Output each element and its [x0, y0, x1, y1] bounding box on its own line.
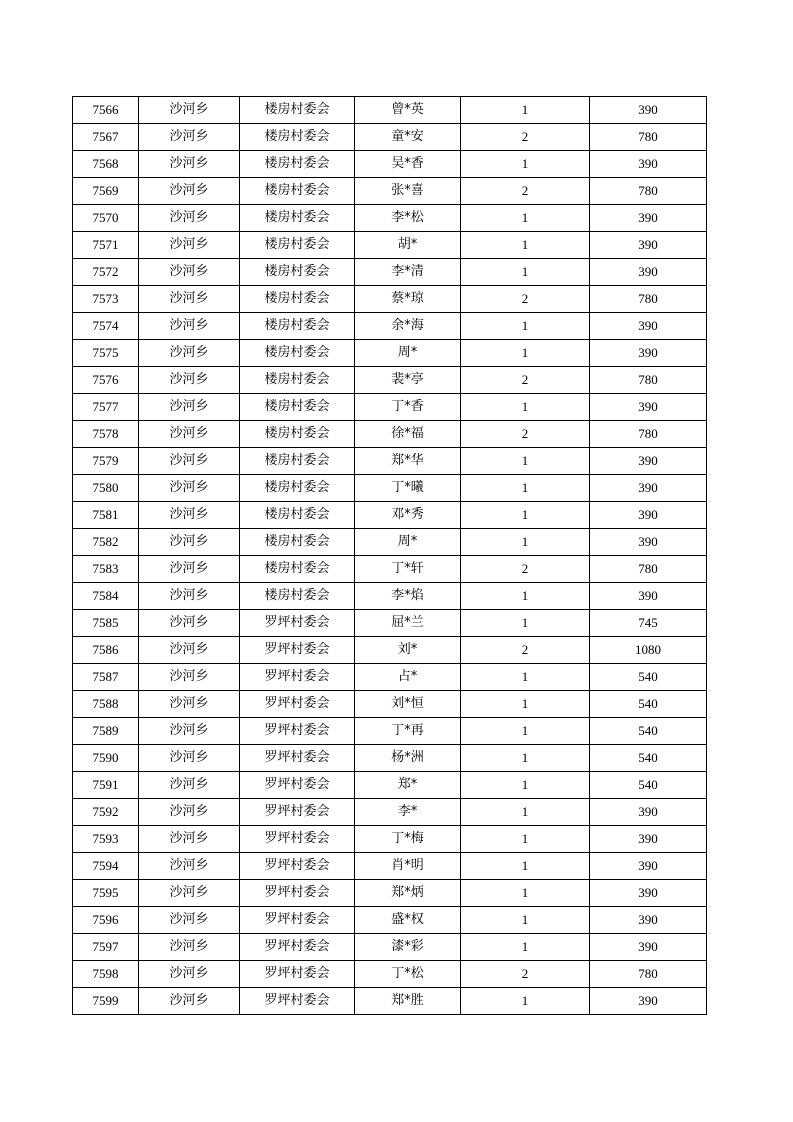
row-number-cell: 7582 [73, 529, 139, 556]
village-committee-cell: 楼房村委会 [240, 556, 355, 583]
township-cell: 沙河乡 [139, 583, 240, 610]
township-cell: 沙河乡 [139, 232, 240, 259]
amount-cell: 390 [590, 880, 707, 907]
row-number-cell: 7577 [73, 394, 139, 421]
amount-cell: 1080 [590, 637, 707, 664]
row-number-cell: 7594 [73, 853, 139, 880]
village-committee-cell: 楼房村委会 [240, 475, 355, 502]
amount-cell: 780 [590, 556, 707, 583]
amount-cell: 390 [590, 205, 707, 232]
row-number-cell: 7584 [73, 583, 139, 610]
row-number-cell: 7568 [73, 151, 139, 178]
row-number-cell: 7596 [73, 907, 139, 934]
person-name-cell: 吴*香 [355, 151, 461, 178]
village-committee-cell: 楼房村委会 [240, 151, 355, 178]
village-committee-cell: 楼房村委会 [240, 448, 355, 475]
table-row [73, 583, 707, 610]
village-committee-cell: 罗坪村委会 [240, 799, 355, 826]
person-name-cell: 刘* [355, 637, 461, 664]
table-row [73, 124, 707, 151]
row-number-cell: 7597 [73, 934, 139, 961]
table-row [73, 907, 707, 934]
person-name-cell: 肖*明 [355, 853, 461, 880]
amount-cell: 780 [590, 178, 707, 205]
table-row [73, 340, 707, 367]
count-cell: 1 [461, 502, 590, 529]
table-row [73, 259, 707, 286]
village-committee-cell: 罗坪村委会 [240, 961, 355, 988]
amount-cell: 390 [590, 97, 707, 124]
township-cell: 沙河乡 [139, 691, 240, 718]
village-committee-cell: 楼房村委会 [240, 124, 355, 151]
count-cell: 2 [461, 178, 590, 205]
table-row [73, 718, 707, 745]
count-cell: 2 [461, 286, 590, 313]
row-number-cell: 7593 [73, 826, 139, 853]
village-committee-cell: 罗坪村委会 [240, 853, 355, 880]
count-cell: 1 [461, 475, 590, 502]
amount-cell: 390 [590, 799, 707, 826]
count-cell: 1 [461, 313, 590, 340]
row-number-cell: 7581 [73, 502, 139, 529]
row-number-cell: 7585 [73, 610, 139, 637]
amount-cell: 390 [590, 340, 707, 367]
amount-cell: 780 [590, 286, 707, 313]
count-cell: 1 [461, 151, 590, 178]
person-name-cell: 刘*恒 [355, 691, 461, 718]
person-name-cell: 屈*兰 [355, 610, 461, 637]
person-name-cell: 李*焰 [355, 583, 461, 610]
village-committee-cell: 罗坪村委会 [240, 664, 355, 691]
count-cell: 2 [461, 124, 590, 151]
amount-cell: 390 [590, 259, 707, 286]
person-name-cell: 丁*轩 [355, 556, 461, 583]
township-cell: 沙河乡 [139, 286, 240, 313]
township-cell: 沙河乡 [139, 934, 240, 961]
count-cell: 1 [461, 718, 590, 745]
amount-cell: 390 [590, 853, 707, 880]
row-number-cell: 7583 [73, 556, 139, 583]
count-cell: 1 [461, 259, 590, 286]
amount-cell: 390 [590, 583, 707, 610]
person-name-cell: 丁*香 [355, 394, 461, 421]
count-cell: 1 [461, 394, 590, 421]
table-row [73, 556, 707, 583]
count-cell: 1 [461, 880, 590, 907]
count-cell: 1 [461, 232, 590, 259]
row-number-cell: 7586 [73, 637, 139, 664]
count-cell: 1 [461, 826, 590, 853]
person-name-cell: 胡* [355, 232, 461, 259]
row-number-cell: 7575 [73, 340, 139, 367]
village-committee-cell: 楼房村委会 [240, 313, 355, 340]
township-cell: 沙河乡 [139, 340, 240, 367]
amount-cell: 390 [590, 313, 707, 340]
count-cell: 2 [461, 367, 590, 394]
person-name-cell: 郑*炳 [355, 880, 461, 907]
table-row [73, 988, 707, 1015]
person-name-cell: 李*清 [355, 259, 461, 286]
village-committee-cell: 罗坪村委会 [240, 610, 355, 637]
township-cell: 沙河乡 [139, 502, 240, 529]
village-committee-cell: 楼房村委会 [240, 529, 355, 556]
village-committee-cell: 罗坪村委会 [240, 637, 355, 664]
amount-cell: 540 [590, 718, 707, 745]
village-committee-cell: 楼房村委会 [240, 286, 355, 313]
township-cell: 沙河乡 [139, 637, 240, 664]
township-cell: 沙河乡 [139, 97, 240, 124]
count-cell: 2 [461, 556, 590, 583]
table-row [73, 502, 707, 529]
township-cell: 沙河乡 [139, 556, 240, 583]
amount-cell: 745 [590, 610, 707, 637]
row-number-cell: 7574 [73, 313, 139, 340]
table-row [73, 394, 707, 421]
village-committee-cell: 楼房村委会 [240, 340, 355, 367]
table-row [73, 772, 707, 799]
row-number-cell: 7589 [73, 718, 139, 745]
village-committee-cell: 楼房村委会 [240, 394, 355, 421]
township-cell: 沙河乡 [139, 205, 240, 232]
village-committee-cell: 楼房村委会 [240, 421, 355, 448]
table-row [73, 610, 707, 637]
table-row [73, 313, 707, 340]
village-committee-cell: 罗坪村委会 [240, 988, 355, 1015]
amount-cell: 780 [590, 421, 707, 448]
village-committee-cell: 楼房村委会 [240, 259, 355, 286]
village-committee-cell: 楼房村委会 [240, 205, 355, 232]
village-committee-cell: 楼房村委会 [240, 583, 355, 610]
amount-cell: 780 [590, 124, 707, 151]
table-row [73, 367, 707, 394]
village-committee-cell: 罗坪村委会 [240, 907, 355, 934]
count-cell: 1 [461, 934, 590, 961]
person-name-cell: 李* [355, 799, 461, 826]
township-cell: 沙河乡 [139, 664, 240, 691]
count-cell: 1 [461, 664, 590, 691]
table-row [73, 529, 707, 556]
township-cell: 沙河乡 [139, 475, 240, 502]
village-committee-cell: 楼房村委会 [240, 232, 355, 259]
table-row [73, 934, 707, 961]
village-committee-cell: 罗坪村委会 [240, 826, 355, 853]
table-row [73, 691, 707, 718]
person-name-cell: 郑*胜 [355, 988, 461, 1015]
village-committee-cell: 罗坪村委会 [240, 718, 355, 745]
count-cell: 1 [461, 691, 590, 718]
township-cell: 沙河乡 [139, 421, 240, 448]
table-row [73, 421, 707, 448]
village-committee-cell: 楼房村委会 [240, 97, 355, 124]
table-row [73, 961, 707, 988]
person-name-cell: 丁*曦 [355, 475, 461, 502]
township-cell: 沙河乡 [139, 394, 240, 421]
amount-cell: 390 [590, 907, 707, 934]
person-name-cell: 蔡*琼 [355, 286, 461, 313]
table-row [73, 232, 707, 259]
row-number-cell: 7567 [73, 124, 139, 151]
township-cell: 沙河乡 [139, 961, 240, 988]
row-number-cell: 7595 [73, 880, 139, 907]
table-row [73, 880, 707, 907]
amount-cell: 540 [590, 691, 707, 718]
table-row [73, 151, 707, 178]
township-cell: 沙河乡 [139, 745, 240, 772]
table-row [73, 826, 707, 853]
amount-cell: 390 [590, 934, 707, 961]
person-name-cell: 张*喜 [355, 178, 461, 205]
count-cell: 2 [461, 637, 590, 664]
table-row [73, 475, 707, 502]
township-cell: 沙河乡 [139, 772, 240, 799]
village-committee-cell: 罗坪村委会 [240, 772, 355, 799]
count-cell: 1 [461, 583, 590, 610]
table-row [73, 745, 707, 772]
row-number-cell: 7573 [73, 286, 139, 313]
count-cell: 1 [461, 907, 590, 934]
person-name-cell: 丁*梅 [355, 826, 461, 853]
row-number-cell: 7587 [73, 664, 139, 691]
person-name-cell: 郑* [355, 772, 461, 799]
table-row [73, 853, 707, 880]
amount-cell: 540 [590, 664, 707, 691]
count-cell: 1 [461, 988, 590, 1015]
amount-cell: 390 [590, 394, 707, 421]
amount-cell: 780 [590, 367, 707, 394]
row-number-cell: 7576 [73, 367, 139, 394]
count-cell: 2 [461, 421, 590, 448]
township-cell: 沙河乡 [139, 259, 240, 286]
person-name-cell: 曾*英 [355, 97, 461, 124]
amount-cell: 390 [590, 529, 707, 556]
row-number-cell: 7580 [73, 475, 139, 502]
village-committee-cell: 罗坪村委会 [240, 934, 355, 961]
township-cell: 沙河乡 [139, 907, 240, 934]
person-name-cell: 周* [355, 340, 461, 367]
count-cell: 1 [461, 772, 590, 799]
table-body [73, 97, 707, 1015]
amount-cell: 390 [590, 502, 707, 529]
count-cell: 1 [461, 799, 590, 826]
table-row [73, 97, 707, 124]
count-cell: 1 [461, 853, 590, 880]
row-number-cell: 7598 [73, 961, 139, 988]
township-cell: 沙河乡 [139, 124, 240, 151]
table-row [73, 637, 707, 664]
row-number-cell: 7590 [73, 745, 139, 772]
village-committee-cell: 楼房村委会 [240, 502, 355, 529]
table-row [73, 664, 707, 691]
row-number-cell: 7599 [73, 988, 139, 1015]
row-number-cell: 7570 [73, 205, 139, 232]
township-cell: 沙河乡 [139, 367, 240, 394]
person-name-cell: 郑*华 [355, 448, 461, 475]
table-row [73, 178, 707, 205]
township-cell: 沙河乡 [139, 988, 240, 1015]
row-number-cell: 7588 [73, 691, 139, 718]
village-committee-cell: 楼房村委会 [240, 367, 355, 394]
person-name-cell: 丁*再 [355, 718, 461, 745]
village-committee-cell: 罗坪村委会 [240, 880, 355, 907]
row-number-cell: 7569 [73, 178, 139, 205]
row-number-cell: 7579 [73, 448, 139, 475]
amount-cell: 390 [590, 151, 707, 178]
township-cell: 沙河乡 [139, 718, 240, 745]
person-name-cell: 盛*权 [355, 907, 461, 934]
amount-cell: 390 [590, 988, 707, 1015]
count-cell: 2 [461, 961, 590, 988]
person-name-cell: 占* [355, 664, 461, 691]
count-cell: 1 [461, 610, 590, 637]
village-committee-cell: 罗坪村委会 [240, 691, 355, 718]
township-cell: 沙河乡 [139, 178, 240, 205]
count-cell: 1 [461, 529, 590, 556]
township-cell: 沙河乡 [139, 853, 240, 880]
person-name-cell: 杨*洲 [355, 745, 461, 772]
township-cell: 沙河乡 [139, 799, 240, 826]
amount-cell: 390 [590, 232, 707, 259]
row-number-cell: 7592 [73, 799, 139, 826]
subsidy-table [72, 96, 707, 1015]
amount-cell: 540 [590, 745, 707, 772]
amount-cell: 390 [590, 448, 707, 475]
row-number-cell: 7591 [73, 772, 139, 799]
township-cell: 沙河乡 [139, 448, 240, 475]
township-cell: 沙河乡 [139, 151, 240, 178]
person-name-cell: 漆*彩 [355, 934, 461, 961]
township-cell: 沙河乡 [139, 880, 240, 907]
count-cell: 1 [461, 448, 590, 475]
person-name-cell: 邓*秀 [355, 502, 461, 529]
count-cell: 1 [461, 97, 590, 124]
count-cell: 1 [461, 340, 590, 367]
amount-cell: 390 [590, 475, 707, 502]
count-cell: 1 [461, 745, 590, 772]
person-name-cell: 裴*亭 [355, 367, 461, 394]
amount-cell: 390 [590, 826, 707, 853]
table-row [73, 286, 707, 313]
person-name-cell: 余*海 [355, 313, 461, 340]
township-cell: 沙河乡 [139, 610, 240, 637]
township-cell: 沙河乡 [139, 313, 240, 340]
person-name-cell: 李*松 [355, 205, 461, 232]
amount-cell: 540 [590, 772, 707, 799]
village-committee-cell: 罗坪村委会 [240, 745, 355, 772]
village-committee-cell: 楼房村委会 [240, 178, 355, 205]
township-cell: 沙河乡 [139, 529, 240, 556]
row-number-cell: 7566 [73, 97, 139, 124]
person-name-cell: 丁*松 [355, 961, 461, 988]
row-number-cell: 7571 [73, 232, 139, 259]
count-cell: 1 [461, 205, 590, 232]
table-row [73, 448, 707, 475]
row-number-cell: 7572 [73, 259, 139, 286]
person-name-cell: 童*安 [355, 124, 461, 151]
amount-cell: 780 [590, 961, 707, 988]
table-row [73, 799, 707, 826]
township-cell: 沙河乡 [139, 826, 240, 853]
table-row [73, 205, 707, 232]
person-name-cell: 周* [355, 529, 461, 556]
row-number-cell: 7578 [73, 421, 139, 448]
person-name-cell: 徐*福 [355, 421, 461, 448]
